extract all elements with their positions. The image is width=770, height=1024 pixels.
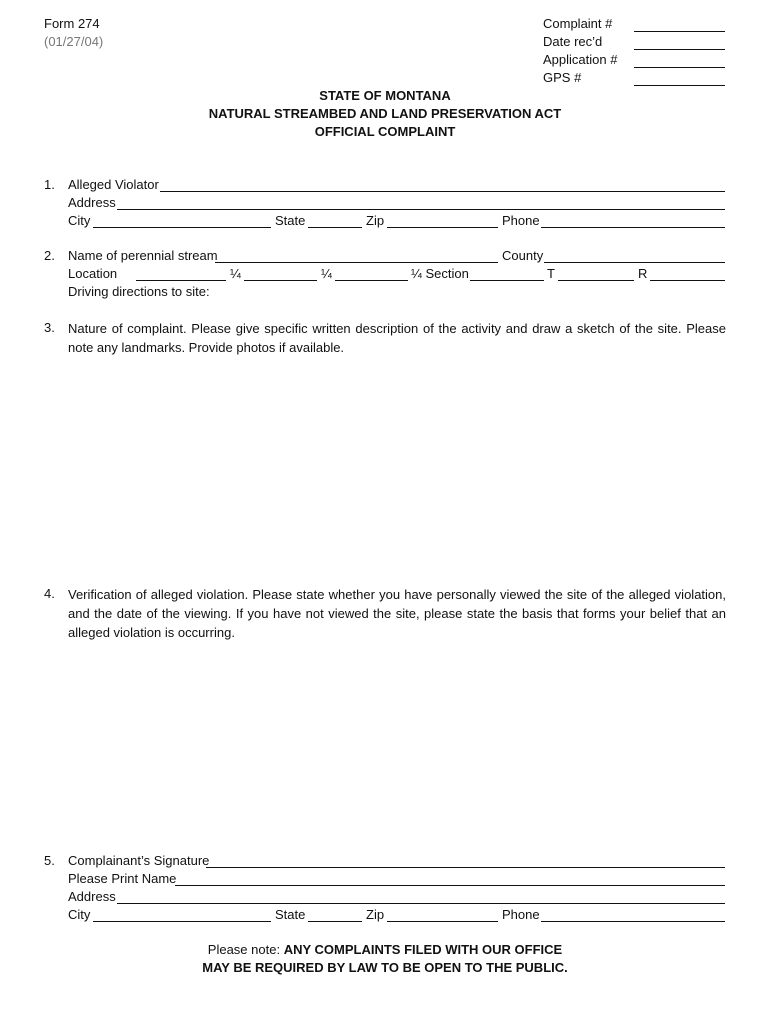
public-notice-line1 — [0, 942, 770, 958]
title-complaint: OFFICIAL COMPLAINT — [314, 124, 456, 139]
violator-zip-label: Zip — [366, 213, 385, 228]
quarter-field-2[interactable] — [244, 280, 317, 281]
complainant-state-label: State — [275, 907, 306, 922]
quarter-label-2: ¼ — [321, 266, 332, 281]
violator-state-field[interactable] — [308, 227, 362, 228]
complainant-state-field[interactable] — [308, 921, 362, 922]
stream-label: Name of perennial stream — [68, 248, 218, 263]
complainant-zip-label: Zip — [366, 907, 385, 922]
range-field[interactable] — [650, 280, 725, 281]
application-number-label: Application # — [543, 52, 618, 67]
complaint-number-field[interactable] — [634, 31, 725, 32]
complainant-city-field[interactable] — [93, 921, 271, 922]
verification-instructions: Verification of alleged violation. Please state whether you have personally viewed the site of the alleged violation, and the date of the viewing. If you have not viewed the site, please state the basis that forms your belief that an alleged violation is occurring. — [68, 587, 726, 640]
print-name-field[interactable] — [175, 885, 725, 886]
title-act: NATURAL STREAMBED AND LAND PRESERVATION ACT — [208, 106, 562, 121]
directions-label: Driving directions to site: — [68, 284, 210, 299]
county-field[interactable] — [544, 262, 725, 263]
date-received-label: Date rec’d — [543, 34, 603, 49]
complainant-phone-label: Phone — [502, 907, 540, 922]
section4-number: 4. — [44, 586, 55, 601]
complainant-phone-field[interactable] — [541, 921, 725, 922]
verification-description-area[interactable] — [68, 648, 726, 844]
violator-state-label: State — [275, 213, 306, 228]
note-text-line1: ANY COMPLAINTS FILED WITH OUR OFFICE — [283, 942, 563, 957]
date-received-field[interactable] — [634, 49, 725, 50]
complainant-zip-field[interactable] — [387, 921, 498, 922]
complainant-address-label: Address — [68, 889, 116, 904]
range-label: R — [638, 266, 648, 281]
quarter-label-1: ¼ — [230, 266, 241, 281]
stream-field[interactable] — [215, 262, 498, 263]
quarter-section-label: ¼ Section — [411, 266, 469, 281]
form-date: (01/27/04) — [44, 34, 104, 49]
township-label: T — [547, 266, 555, 281]
form-number: Form 274 — [44, 16, 100, 31]
section3-number: 3. — [44, 320, 55, 335]
quarter-field-1[interactable] — [136, 280, 226, 281]
signature-field[interactable] — [206, 867, 725, 868]
public-notice-line2: MAY BE REQUIRED BY LAW TO BE OPEN TO THE PUBLIC. — [202, 960, 568, 975]
violator-phone-label: Phone — [502, 213, 540, 228]
violator-field[interactable] — [160, 191, 725, 192]
violator-zip-field[interactable] — [387, 227, 498, 228]
complaint-nature-instructions: Nature of complaint. Please give specific written description of the activity and draw a sketch of the site. Please note any landmarks. Provide photos if available. — [68, 321, 726, 355]
gps-number-label: GPS # — [543, 70, 582, 85]
section1-number: 1. — [44, 177, 55, 192]
signature-label: Complainant’s Signature — [68, 853, 210, 868]
complainant-city-label: City — [68, 907, 91, 922]
violator-city-label: City — [68, 213, 91, 228]
complaint-description-area[interactable] — [68, 362, 726, 572]
gps-number-field[interactable] — [634, 85, 725, 86]
complainant-address-field[interactable] — [117, 903, 725, 904]
section-field[interactable] — [470, 280, 544, 281]
violator-phone-field[interactable] — [541, 227, 725, 228]
violator-city-field[interactable] — [93, 227, 271, 228]
title-state: STATE OF MONTANA — [319, 88, 451, 103]
application-number-field[interactable] — [634, 67, 725, 68]
township-field[interactable] — [558, 280, 634, 281]
quarter-field-3[interactable] — [335, 280, 408, 281]
complaint-number-label: Complaint # — [543, 16, 613, 31]
violator-address-field[interactable] — [117, 209, 725, 210]
section5-number: 5. — [44, 853, 55, 868]
county-label: County — [502, 248, 544, 263]
note-label: Please note: — [207, 942, 281, 957]
print-name-label: Please Print Name — [68, 871, 177, 886]
violator-label: Alleged Violator — [68, 177, 159, 192]
section2-number: 2. — [44, 248, 55, 263]
location-label: Location — [68, 266, 118, 281]
violator-address-label: Address — [68, 195, 116, 210]
